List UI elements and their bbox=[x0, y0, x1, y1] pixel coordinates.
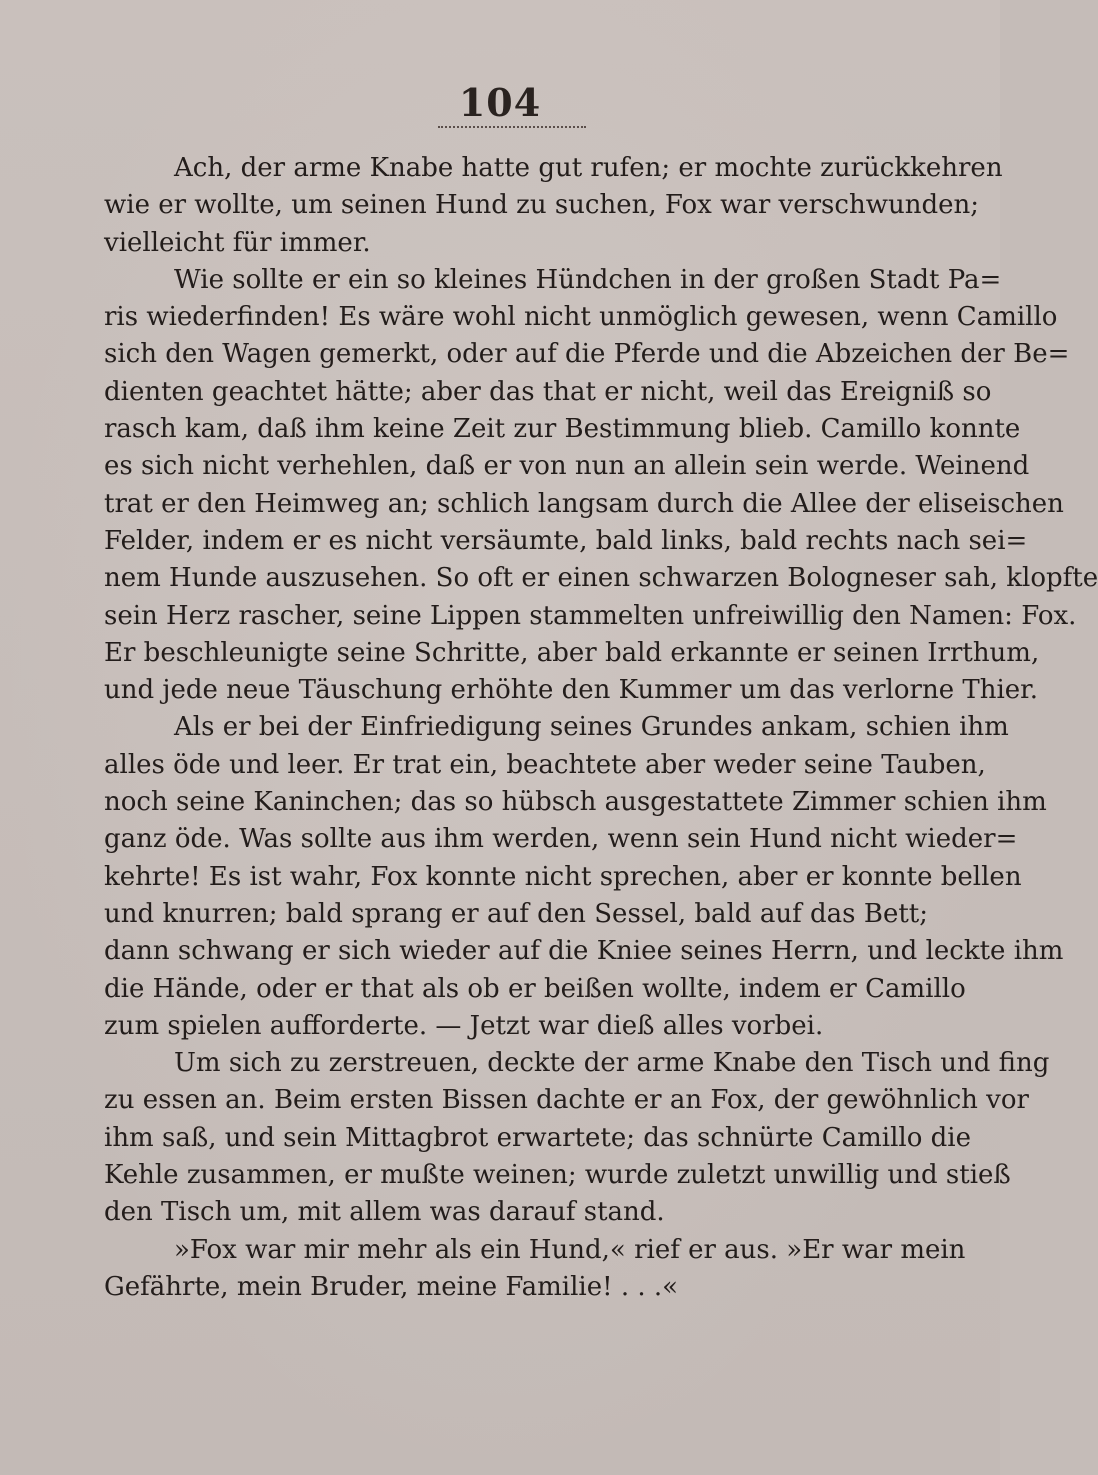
header-rule bbox=[438, 126, 586, 128]
text-line: es sich nicht verhehlen, daß er von nun an allein sein werde. Weinend bbox=[104, 451, 1030, 482]
text-line: den Tisch um, mit allem was darauf stand. bbox=[104, 1197, 665, 1228]
text-line: Ach, der arme Knabe hatte gut rufen; er mochte zurückkehren bbox=[174, 153, 1003, 183]
text-line: und jede neue Täuschung erhöhte den Kummer um das verlorne Thier. bbox=[104, 675, 1038, 706]
text-line: ihm saß, und sein Mittagbrot erwartete; das schnürte Camillo die bbox=[104, 1122, 971, 1153]
text-line: noch seine Kaninchen; das so hübsch ausgestattete Zimmer schien ihm bbox=[104, 787, 1047, 818]
text-line: trat er den Heimweg an; schlich langsam durch die Allee der eliseischen bbox=[104, 488, 1064, 519]
text-line: sein Herz rascher, seine Lippen stammelten unfreiwillig den Namen: Fox. bbox=[104, 600, 1077, 631]
text-line: alles öde und leer. Er trat ein, beachtete aber weder seine Tauben, bbox=[104, 749, 986, 780]
text-line: wie er wollte, um seinen Hund zu suchen, Fox war verschwunden; bbox=[104, 190, 979, 221]
text-line: dann schwang er sich wieder auf die Kniee seines Herrn, und leckte ihm bbox=[104, 936, 1064, 967]
text-line: nem Hunde auszusehen. So oft er einen schwarzen Bologneser sah, klopfte bbox=[104, 563, 1098, 594]
text-line: Felder, indem er es nicht versäumte, bald links, bald rechts nach sei= bbox=[104, 525, 1028, 556]
text-line: die Hände, oder er that als ob er beißen wollte, indem er Camillo bbox=[104, 973, 966, 1004]
text-line: Als er bei der Einfriedigung seines Grundes ankam, schien ihm bbox=[174, 712, 1009, 743]
body-text bbox=[104, 150, 1098, 1306]
page-number: 104 bbox=[458, 80, 542, 125]
text-line: zum spielen aufforderte. — Jetzt war dieß alles vorbei. bbox=[104, 1010, 824, 1041]
text-line: »Fox war mir mehr als ein Hund,« rief er aus. »Er war mein bbox=[174, 1234, 966, 1265]
text-line: Wie sollte er ein so kleines Hündchen in der großen Stadt Pa= bbox=[174, 264, 1002, 295]
text-line: und knurren; bald sprang er auf den Sessel, bald auf das Bett; bbox=[104, 898, 928, 929]
text-line: zu essen an. Beim ersten Bissen dachte er an Fox, der gewöhnlich vor bbox=[104, 1085, 1029, 1116]
text-line: Um sich zu zerstreuen, deckte der arme Knabe den Tisch und fing bbox=[174, 1048, 1050, 1079]
text-line: rasch kam, daß ihm keine Zeit zur Bestimmung blieb. Camillo konnte bbox=[104, 414, 1021, 445]
text-line: Kehle zusammen, er mußte weinen; wurde zuletzt unwillig und stieß bbox=[104, 1160, 1011, 1191]
text-line: sich den Wagen gemerkt, oder auf die Pferde und die Abzeichen der Be= bbox=[104, 339, 1070, 370]
text-line: ris wiederfinden! Es wäre wohl nicht unmöglich gewesen, wenn Camillo bbox=[104, 302, 1058, 333]
text-line: dienten geachtet hätte; aber das that er nicht, weil das Ereigniß so bbox=[104, 376, 992, 407]
text-line: kehrte! Es ist wahr, Fox konnte nicht sprechen, aber er konnte bellen bbox=[104, 861, 1022, 892]
text-line: ganz öde. Was sollte aus ihm werden, wenn sein Hund nicht wieder= bbox=[104, 824, 1018, 855]
text-line: Er beschleunigte seine Schritte, aber bald erkannte er seinen Irrthum, bbox=[104, 637, 1040, 668]
text-line: Gefährte, mein Bruder, meine Familie! . . .« bbox=[104, 1271, 679, 1302]
text-line: vielleicht für immer. bbox=[104, 227, 371, 258]
